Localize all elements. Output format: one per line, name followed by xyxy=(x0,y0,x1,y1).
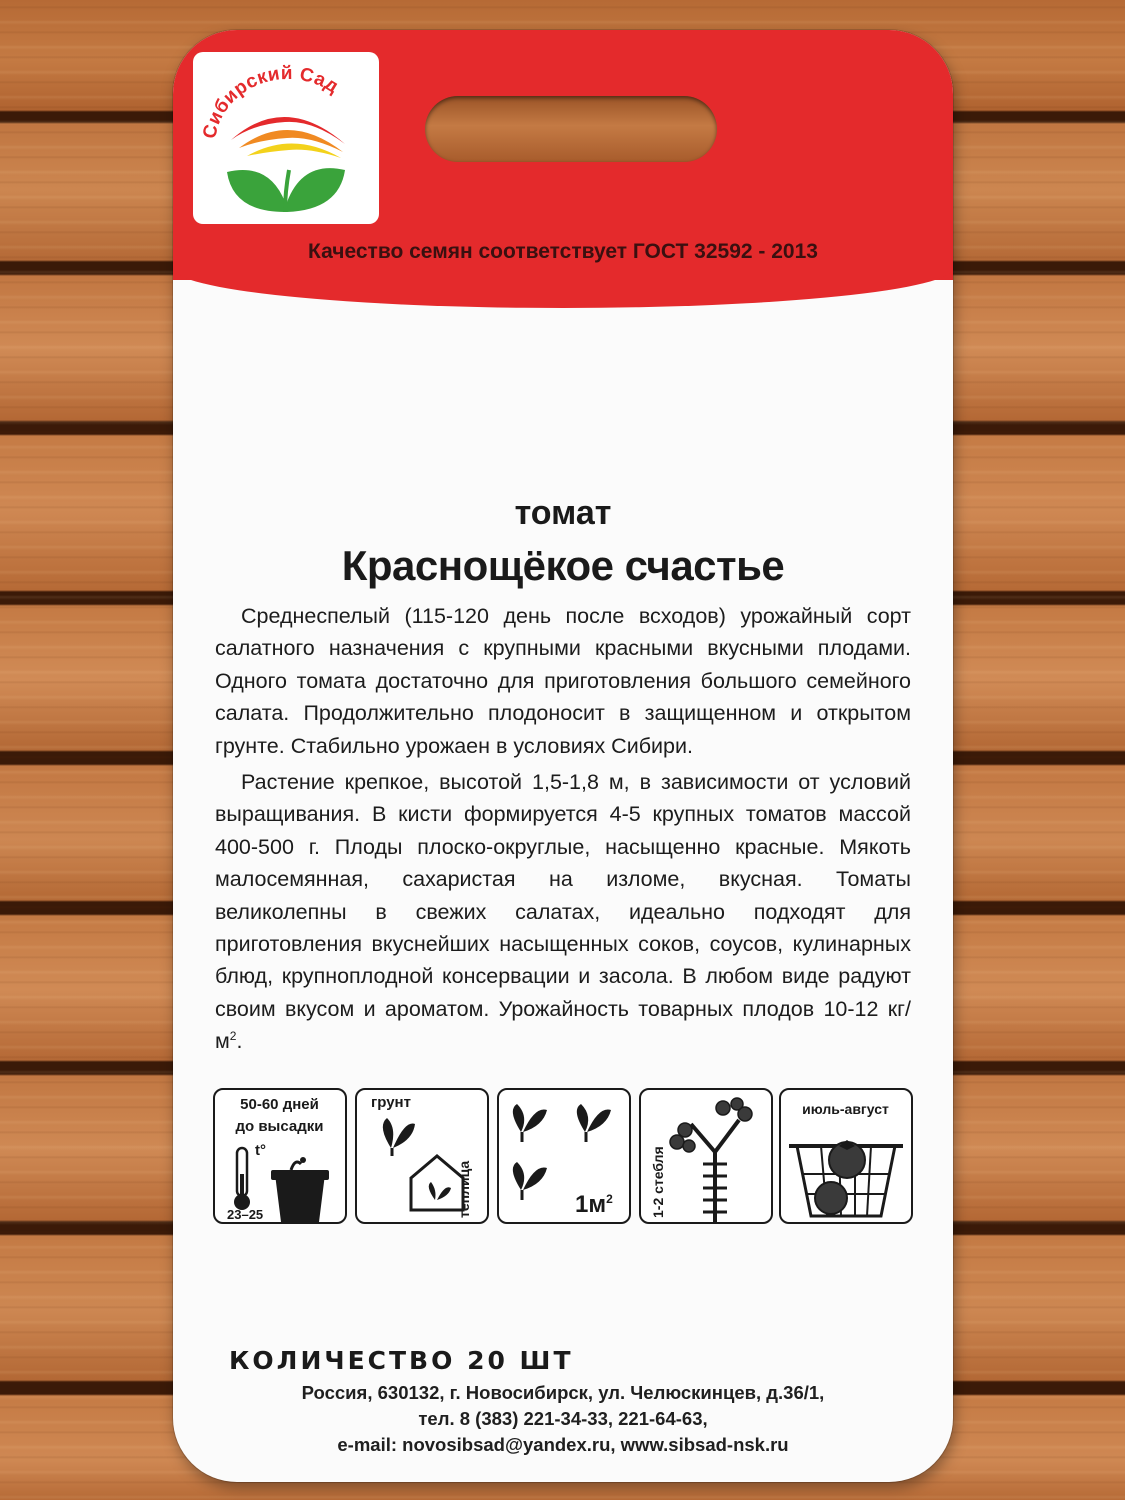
harvest-time-icon xyxy=(779,1088,913,1224)
planting-density-icon xyxy=(497,1088,631,1224)
description-paragraph-2-end: . xyxy=(236,1029,243,1054)
harvest-period-label: июль-август xyxy=(802,1101,889,1117)
seedling-days-label-2: до высадки xyxy=(235,1118,324,1135)
svg-text:Сибирский Сад: Сибирский Сад xyxy=(199,62,343,141)
description-paragraph-2 xyxy=(215,766,911,1058)
greenhouse-label: теплица xyxy=(456,1160,472,1218)
unit-superscript: 2 xyxy=(229,1029,237,1044)
brand-logo xyxy=(193,52,379,224)
temperature-range: 23–25 xyxy=(227,1207,264,1222)
stems-label: 1-2 стебля xyxy=(650,1146,666,1218)
brand-logo-icon xyxy=(193,52,379,224)
manufacturer-address: Россия, 630132, г. Новосибирск, ул. Челюскинцев, д.36/1, xyxy=(301,1382,825,1403)
gost-quality-note: Качество семян соответствует ГОСТ 32592 - 2013 xyxy=(308,240,818,263)
density-value xyxy=(575,1190,613,1218)
product-title: Краснощёкое счастье xyxy=(341,542,785,589)
ground-label: грунт xyxy=(371,1094,411,1111)
stems-icon xyxy=(639,1088,773,1224)
seed-quantity: КОЛИЧЕСТВО 20 ШТ xyxy=(229,1346,574,1375)
tomato-basket-icon xyxy=(781,1090,911,1224)
density-superscript: 2 xyxy=(606,1192,613,1206)
density-unit: 1м xyxy=(575,1191,607,1218)
manufacturer-phone: тел. 8 (383) 221-34-33, 221-64-63, xyxy=(418,1408,708,1429)
hanging-slot xyxy=(425,96,717,162)
product-description xyxy=(215,600,911,1062)
description-paragraph-2-text: Растение крепкое, высотой 1,5-1,8 м, в зависимости от условий выращивания. В кисти формируется 4-5 крупных томатов массой 400-500 г. Плоды плоско-округлые, насыщенно красные. Мякоть малосемянная, сахаристая на изломе, вкусная. Томаты великолепны в свежих салатах, идеально подходят для приготовления вкуснейших насыщенных соков, соусов, кулинарных блюд, крупноплодной консервации и засола. В любом виде радуют своим вкусом и ароматом. Урожайность товарных плодов 10-12 кг/м xyxy=(215,770,911,1054)
temperature-symbol: t° xyxy=(255,1142,266,1159)
seedling-age-icon xyxy=(213,1088,347,1224)
product-type: томат xyxy=(514,494,612,532)
manufacturer-contacts: e-mail: novosibsad@yandex.ru, www.sibsad-nsk.ru xyxy=(337,1434,789,1455)
description-paragraph-1: Среднеспелый (115-120 день после всходов) урожайный сорт салатного назначения с крупными красными вкусными плодами. Одного томата достаточно для приготовления большого семейного салата. Продолжительно плодоносит в защищенном и открытом грунте. Стабильно урожаен в условиях Сибири. xyxy=(215,604,911,758)
seed-packet xyxy=(173,30,953,1482)
seedling-days-label: 50-60 дней xyxy=(240,1096,319,1113)
trellis-plant-icon xyxy=(641,1090,771,1224)
growing-icons xyxy=(213,1088,913,1224)
ground-greenhouse-icon xyxy=(355,1088,489,1224)
